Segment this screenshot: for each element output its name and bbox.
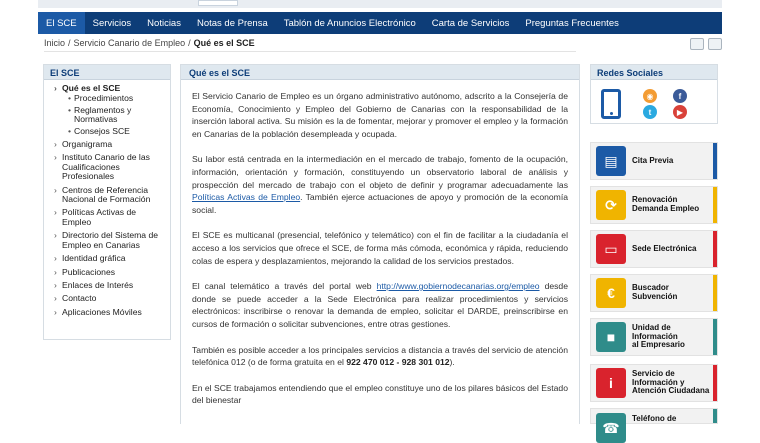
main-navigation [38,12,722,34]
service-label: Buscador Subvención [632,283,678,301]
laptop-icon: ▭ [596,234,626,264]
breadcrumb [44,38,576,52]
facebook-icon[interactable]: f [673,89,687,103]
calendar-icon: ▤ [596,146,626,176]
paragraph-1: El Servicio Canario de Empleo es un órgano administrativo autónomo, adscrito a la Consejería de Economía, Conocimiento y Empleo del Gobierno de Canarias con la responsabilidad de la inserción laboral activa. Su misión es la de fomentar, mejorar y promover el empleo y la formación en Canarias de la población desempleada y ocupada. [192,91,568,139]
service-accent-bar [713,365,717,401]
sidebar-item-publicaciones[interactable]: › Publicaciones [54,268,166,277]
main-content [180,64,580,424]
service-unidad-empresario[interactable] [590,318,718,356]
youtube-icon[interactable]: ▶ [673,105,687,119]
social-title: Redes Sociales [591,65,717,80]
sidebar-item-contacto[interactable]: › Contacto [54,294,166,303]
nav-preguntas-frecuentes[interactable]: Preguntas Frecuentes [525,17,619,29]
share-icon[interactable] [690,38,704,50]
paragraph-text: Su labor está centrada en la intermediación en el mercado de trabajo, fomento de la ocupación, información, orientación y formación, constituyendo un observatorio laboral de análisis y prospección del mercado de trabajo con el objeto de definir y programar adecuadamente las [192,154,568,190]
nav-el-sce[interactable]: El SCE [38,12,85,34]
paragraph-6: En el SCE trabajamos entendiendo que el empleo constituye uno de los pilares básicos del Estado del bienestar [192,382,568,406]
briefcase-icon: ■ [596,322,626,352]
service-label: Unidad de Información al Empresario [632,323,685,350]
sidebar-item-aplicaciones-moviles[interactable]: › Aplicaciones Móviles [54,308,166,317]
print-icon[interactable] [708,38,722,50]
service-accent-bar [713,231,717,267]
paragraph-text: . También ejerce actuaciones de apoyo y promoción de la economía social. [192,192,568,215]
service-buscador-subvencion[interactable] [590,274,718,312]
service-cita-previa[interactable] [590,142,718,180]
breadcrumb-separator: / [68,38,71,48]
sidebar-item-que-es-sce[interactable] [54,84,166,136]
page-title: Qué es el SCE [181,65,579,80]
sidebar-item-enlaces[interactable]: › Enlaces de Interés [54,281,166,290]
paragraph-2 [192,153,568,216]
sidebar-item-label: Qué es el SCE [62,83,121,93]
paragraph-text: El canal telemático a través del portal web [192,281,377,292]
paragraph-5 [192,344,568,369]
mobile-phone-icon [601,89,621,119]
sidebar-title: El SCE [44,65,170,80]
sidebar-item-directorio[interactable]: › Directorio del Sistema de Empleo en Canarias [54,231,166,250]
article-body [181,80,579,407]
breadcrumb-section[interactable]: Servicio Canario de Empleo [73,38,186,48]
breadcrumb-current: Qué es el SCE [193,38,255,48]
service-label: Teléfono de [632,414,677,423]
sidebar-subitem-reglamentos[interactable]: • Reglamentos y Normativas [68,106,166,125]
nav-servicios[interactable]: Servicios [92,17,132,29]
twitter-icon[interactable]: t [643,105,657,119]
left-sidebar [43,64,171,340]
nav-tablon-anuncios[interactable]: Tablón de Anuncios Electrónico [283,17,416,29]
paragraph-text: ). [449,357,455,368]
social-panel [590,64,718,124]
top-banner-box [198,0,238,6]
portal-web-link[interactable]: http://www.gobiernodecanarias.org/empleo [376,281,540,292]
service-sede-electronica[interactable] [590,230,718,268]
nav-notas-de-prensa[interactable]: Notas de Prensa [196,17,268,29]
service-accent-bar [713,319,717,355]
service-label: Cita Previa [632,155,674,165]
service-renovacion-demanda[interactable] [590,186,718,224]
service-label: Servicio de Información y Atención Ciudadana [632,369,710,396]
sidebar-item-organigrama[interactable]: › Organigrama [54,140,166,149]
service-accent-bar [713,409,717,423]
sidebar-item-centros-referencia[interactable]: › Centros de Referencia Nacional de Formación [54,186,166,205]
page-tools [690,38,722,50]
paragraph-4 [192,280,568,330]
service-accent-bar [713,275,717,311]
paragraph-text: desde donde se puede acceder a la Sede Electrónica para realizar procedimientos y servicios electrónicos: inscribirse o renovar la demanda de empleo, solicitar el DARDE, preinscribirse en cursos de formación o solicitar subvenciones, entre otras gestiones. [192,281,568,329]
service-accent-bar [713,187,717,223]
sidebar-subitem-consejos[interactable]: • Consejos SCE [68,127,166,136]
top-banner-strip [38,0,722,8]
renewal-icon: ⟳ [596,190,626,220]
service-accent-bar [713,143,717,179]
info-icon: i [596,368,626,398]
nav-carta-servicios[interactable]: Carta de Servicios [431,17,510,29]
phone-icon: ☎ [596,413,626,443]
sidebar-submenu [62,93,166,136]
paragraph-text: También es posible acceder a los principales servicios a distancia a través del servicio de atención telefónica 012 (o de forma gratuita en el [192,344,568,368]
sidebar-item-instituto-cualificaciones[interactable]: › Instituto Canario de las Cualificaciones Profesionales [54,153,166,181]
sidebar-item-identidad-grafica[interactable]: › Identidad gráfica [54,254,166,263]
service-label: Sede Electrónica [632,243,697,253]
service-label: Renovación Demanda Empleo [632,195,700,213]
service-atencion-ciudadana[interactable] [590,364,718,402]
euro-icon: € [596,278,626,308]
service-telefono[interactable] [590,408,718,436]
phone-numbers: 922 470 012 - 928 301 012 [346,357,450,368]
rss-icon[interactable]: ◉ [643,89,657,103]
sidebar-item-politicas-activas[interactable]: › Políticas Activas de Empleo [54,208,166,227]
sidebar-subitem-procedimientos[interactable]: • Procedimientos [68,94,166,103]
politicas-activas-link[interactable]: Políticas Activas de Empleo [192,192,301,203]
breadcrumb-separator: / [188,38,191,48]
breadcrumb-home[interactable]: Inicio [44,38,66,48]
nav-noticias[interactable]: Noticias [147,17,181,29]
paragraph-3: El SCE es multicanal (presencial, telefónico y telemático) con el fin de facilitar a la ciudadanía el acceso a los servicios que ofrece el SCE, de forma más cómoda, económica y rápida, reduciendo colas de espera y desplazamientos, mejorando la calidad de los servicios prestados. [192,230,568,266]
